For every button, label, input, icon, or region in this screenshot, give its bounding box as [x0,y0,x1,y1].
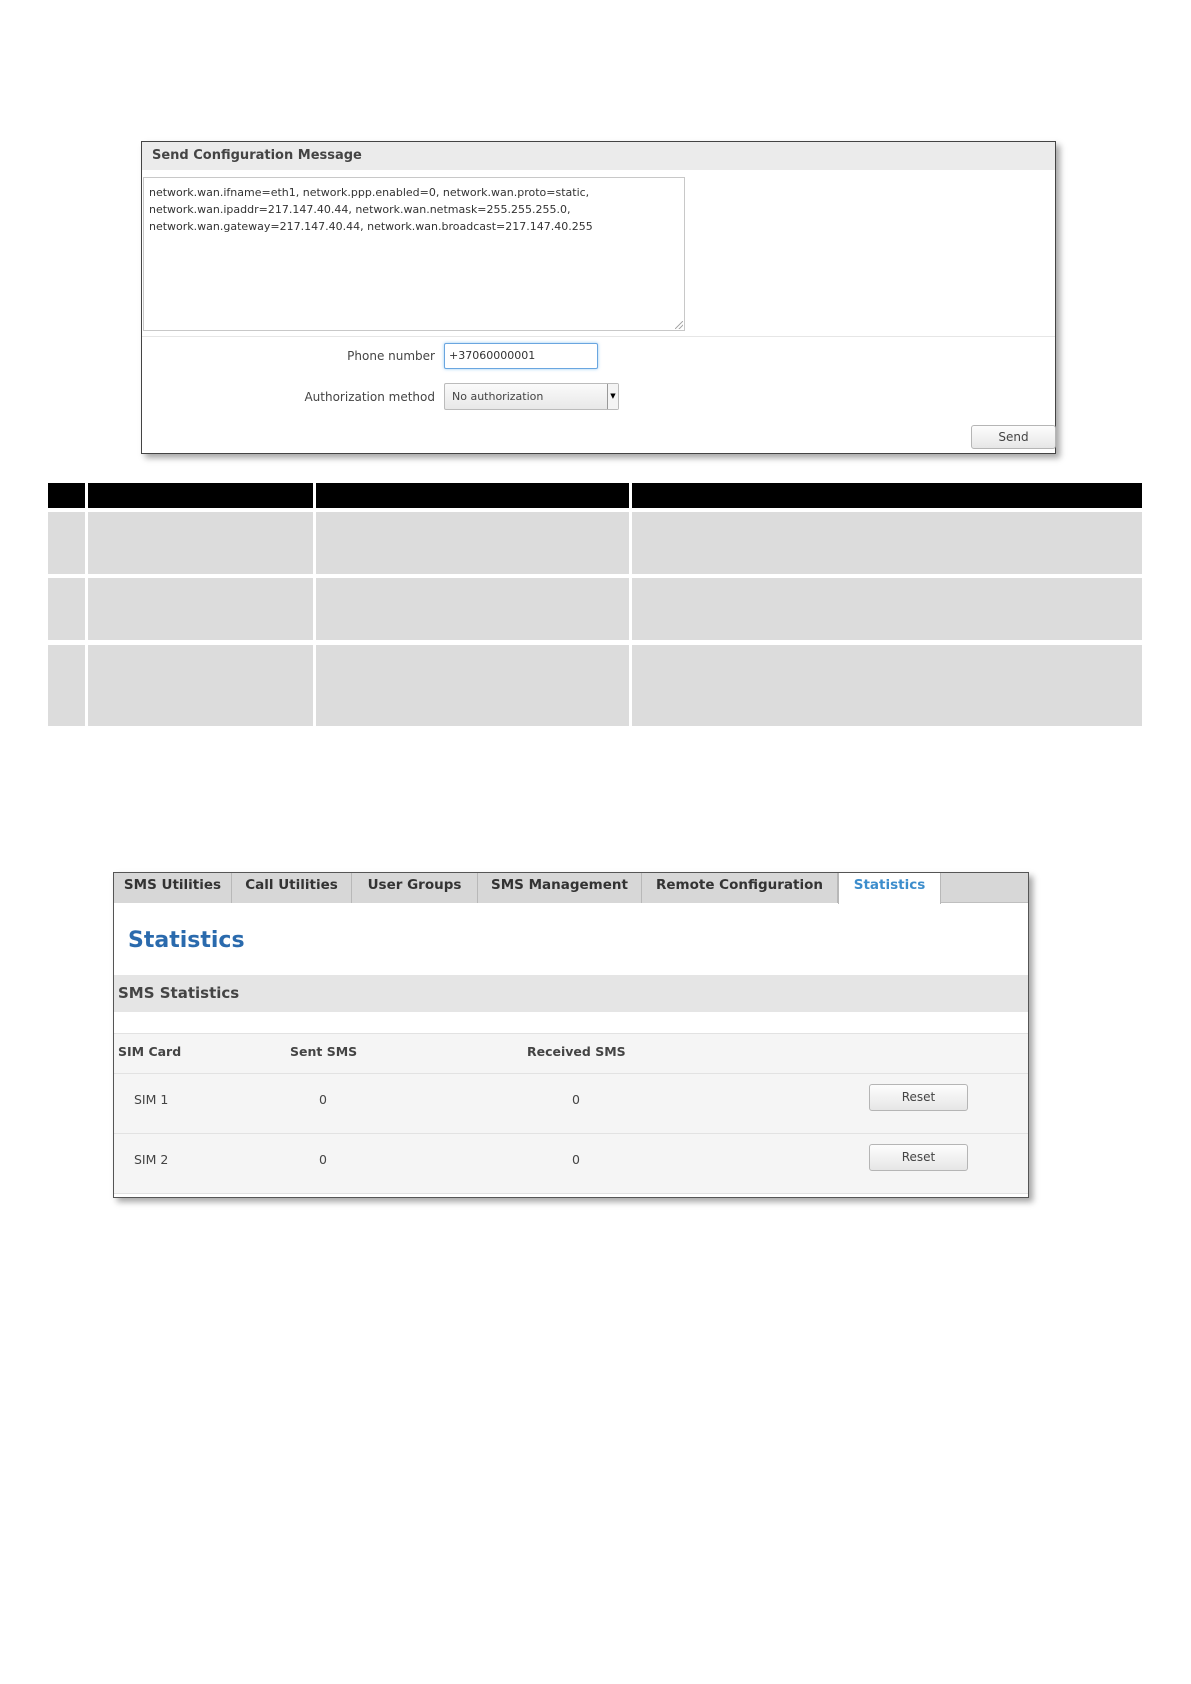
table-cell [88,645,313,726]
panel-title: Send Configuration Message [142,142,1055,170]
column-header-sim-card: SIM Card [118,1044,182,1059]
reset-sim2-button[interactable]: Reset [869,1144,968,1171]
authorization-method-select[interactable] [444,383,619,410]
authorization-method-value: No authorization [452,390,544,403]
divider [114,1073,1028,1074]
message-line: network.wan.gateway=217.147.40.44, network.wan.broadcast=217.147.40.255 [149,220,593,233]
reset-sim1-button[interactable]: Reset [869,1084,968,1111]
table-header-cell [88,483,313,508]
table-cell [88,512,313,574]
table-cell [316,578,629,640]
message-line: network.wan.ifname=eth1, network.ppp.enabled=0, network.wan.proto=static, [149,186,590,199]
tab-statistics[interactable]: Statistics [838,873,941,904]
sent-count: 0 [319,1092,327,1107]
send-button[interactable]: Send [971,425,1056,449]
message-line: network.wan.ipaddr=217.147.40.44, network.wan.netmask=255.255.255.0, [149,203,571,216]
received-count: 0 [572,1092,580,1107]
table-header-cell [316,483,629,508]
table-cell [48,578,85,640]
divider [142,336,1055,337]
sent-count: 0 [319,1152,327,1167]
config-message-textarea[interactable] [143,177,685,331]
sim-name: SIM 2 [134,1152,169,1167]
send-configuration-panel [141,141,1056,454]
column-header-received-sms: Received SMS [527,1044,626,1059]
tab-sms-utilities[interactable]: SMS Utilities [114,873,232,903]
tab-call-utilities[interactable]: Call Utilities [232,873,352,903]
dropdown-arrow-icon: ▼ [607,384,618,409]
divider [114,1193,1028,1194]
table-cell [48,645,85,726]
tab-user-groups[interactable]: User Groups [352,873,478,903]
table-cell [48,512,85,574]
authorization-method-label: Authorization method [304,390,435,404]
statistics-panel [113,872,1029,1198]
tab-remote-configuration[interactable]: Remote Configuration [642,873,838,903]
page-title: Statistics [128,928,245,953]
table-cell [316,645,629,726]
table-header-cell [48,483,85,508]
table-cell [632,512,1142,574]
tab-sms-management[interactable]: SMS Management [478,873,642,903]
tab-bar [114,873,1028,903]
table-cell [632,578,1142,640]
received-count: 0 [572,1152,580,1167]
table-cell [632,645,1142,726]
column-header-sent-sms: Sent SMS [290,1044,358,1059]
divider [114,1133,1028,1134]
table-header-cell [632,483,1142,508]
sim-name: SIM 1 [134,1092,169,1107]
resize-handle-icon[interactable] [675,321,683,329]
table-cell [316,512,629,574]
phone-number-input[interactable]: +37060000001 [444,343,598,369]
phone-number-label: Phone number [347,349,435,363]
table-cell [88,578,313,640]
section-title: SMS Statistics [114,975,1028,1012]
